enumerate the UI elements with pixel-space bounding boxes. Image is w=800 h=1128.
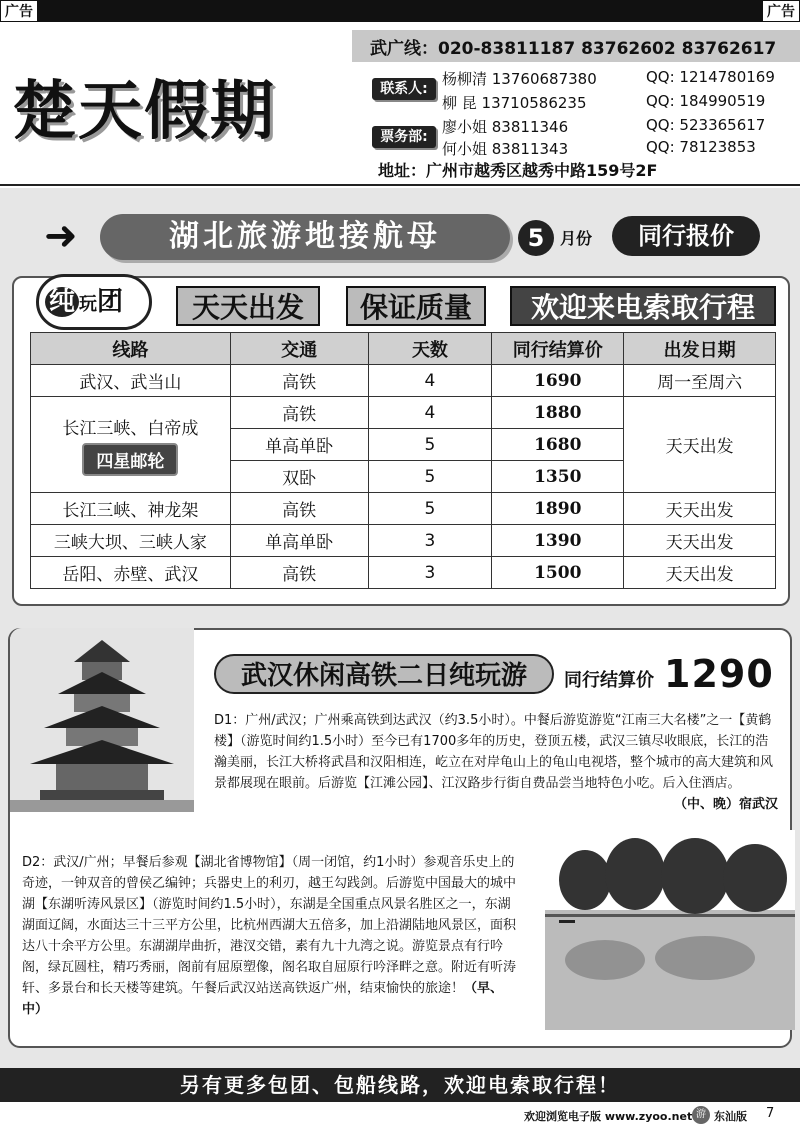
contact-name: 柳 昆 13710586235 [442,94,587,112]
ad-label-left: 广告 [0,0,38,22]
site-credit: 欢迎浏览电子版 www.zyoo.net [524,1110,693,1123]
east-lake-image [545,830,795,1030]
date-cell: 天天出发 [624,557,776,589]
days-cell: 4 [368,365,492,397]
route-cell: 三峡大坝、三峡人家 [31,525,231,557]
column-header: 线路 [31,333,231,365]
price-cell: 1690 [492,365,624,397]
route-cell: 武汉、武当山 [31,365,231,397]
badge-char: 玩 [79,294,98,315]
day1-itinerary [214,710,778,815]
tickets-tag: 票务部: [372,126,436,148]
transport-cell: 单高单卧 [230,525,368,557]
table-row [31,493,776,525]
transport-cell: 单高单卧 [230,429,368,461]
badge-char: 纯 [45,287,79,317]
quote-label: 同行报价 [612,216,760,256]
transport-cell: 高铁 [230,557,368,589]
days-cell: 4 [368,397,492,429]
column-header: 同行结算价 [492,333,624,365]
contact-name: 杨柳清 13760687380 [442,70,597,88]
route-cell: 长江三峡、神龙架 [31,493,231,525]
ad-label-right: 广告 [762,0,800,22]
price-cell: 1390 [492,525,624,557]
day2-text: D2：武汉/广州；早餐后参观【湖北省博物馆】（周一闭馆，约1小时）参观音乐史上的奇迹，一钟双音的曾侯乙编钟；兵器史上的利刃，越王勾践剑。后游览中国最大的城中湖【东湖听涛风景区】（游览时间约1.5小时），东湖是全国重点风景名胜区之一，东湖湖面辽阔，水面达三十三平方公里，比杭州西湖大五倍多，加上沿湖陆地风景区，面积达八十余平方公里。东湖湖岸曲折，港汊交错，素有九十九湾之说。游览景点有行吟阁，绿瓦圆柱，精巧秀丽，阁前有屈原塑像，阁名取自屈原行吟泽畔之意。附近有听涛轩、多景台和长天楼等建筑。午餐后武汉站送高铁返广州，结束愉快的旅途！ [22,855,517,996]
page-number: 7 [766,1106,775,1121]
address: 地址：广州市越秀区越秀中路159号2F [378,161,658,180]
table-header-row [31,333,776,365]
column-header: 天数 [368,333,492,365]
arrow-icon: ➜ [44,213,78,259]
transport-cell: 高铁 [230,493,368,525]
date-cell: 天天出发 [624,493,776,525]
table-row [31,365,776,397]
contact-qq: QQ: 78123853 [646,138,756,156]
tour-price-label: 同行结算价 [564,670,654,691]
route-name: 长江三峡、白帝成 [62,418,199,439]
day2-meals: （早、中） [22,981,504,1017]
brand-title: 楚天假期 [12,74,276,149]
transport-cell: 高铁 [230,365,368,397]
headline-title: 湖北旅游地接航母 [100,214,510,260]
slogan-daily: 天天出发 [176,286,320,326]
price-cell: 1890 [492,493,624,525]
day1-meals: （中、晚）宿武汉 [673,797,778,812]
days-cell: 3 [368,525,492,557]
price-table [30,332,776,589]
route-cell: 岳阳、赤壁、武汉 [31,557,231,589]
days-cell: 3 [368,557,492,589]
contact-qq: QQ: 523365617 [646,116,766,134]
date-cell: 天天出发 [624,525,776,557]
days-cell: 5 [368,429,492,461]
transport-cell: 双卧 [230,461,368,493]
table-row [31,397,776,429]
footer-banner: 另有更多包团、包船线路，欢迎电索取行程！ [0,1068,800,1102]
month-number: 5 [518,220,554,256]
contacts-tag: 联系人: [372,78,436,100]
contact-qq: QQ: 184990519 [646,92,766,110]
price-cell: 1880 [492,397,624,429]
top-ad-bar [0,0,800,22]
contact-qq: QQ: 1214780169 [646,68,775,86]
edition-label: 东汕版 [714,1110,747,1123]
pure-tour-badge [36,274,152,330]
route-cell [31,397,231,493]
slogan-quality: 保证质量 [346,286,486,326]
logo-icon: 游 [692,1106,710,1124]
month-label: 月份 [560,229,593,248]
price-cell: 1680 [492,429,624,461]
days-cell: 5 [368,461,492,493]
hotline: 武广线：020-83811187 83762602 83762617 [370,39,777,59]
contact-name: 何小姐 83811343 [442,140,569,158]
price-cell: 1350 [492,461,624,493]
price-cell: 1500 [492,557,624,589]
table-row [31,557,776,589]
column-header: 出发日期 [624,333,776,365]
transport-cell: 高铁 [230,397,368,429]
badge-char: 团 [97,287,124,317]
tour-title: 武汉休闲高铁二日纯玩游 [214,654,554,694]
tour-price: 1290 [664,652,774,696]
date-cell: 天天出发 [624,397,776,493]
yellow-crane-tower-image [10,628,194,812]
cruise-badge: 四星邮轮 [82,443,178,476]
day2-itinerary [22,852,520,1020]
day1-text: D1：广州/武汉；广州乘高铁到达武汉（约3.5小时）。中餐后游览游览“江南三大名楼”之一【黄鹤楼】（游览时间约1.5小时）至今已有1700多年的历史，登顶五楼，武汉三镇尽收眼底，长江的浩瀚美丽，长江大桥将武昌和汉阳相连，屹立在对岸龟山上的龟山电视塔，整个城市的高大建筑和风景都展现在眼前。后游览【江滩公园】、江汉路步行街自费品尝当地特色小吃。后入住酒店。 [214,713,774,791]
table-row [31,525,776,557]
slogan-welcome: 欢迎来电索取行程 [510,286,776,326]
contact-name: 廖小姐 83811346 [442,118,569,136]
column-header: 交通 [230,333,368,365]
days-cell: 5 [368,493,492,525]
date-cell: 周一至周六 [624,365,776,397]
